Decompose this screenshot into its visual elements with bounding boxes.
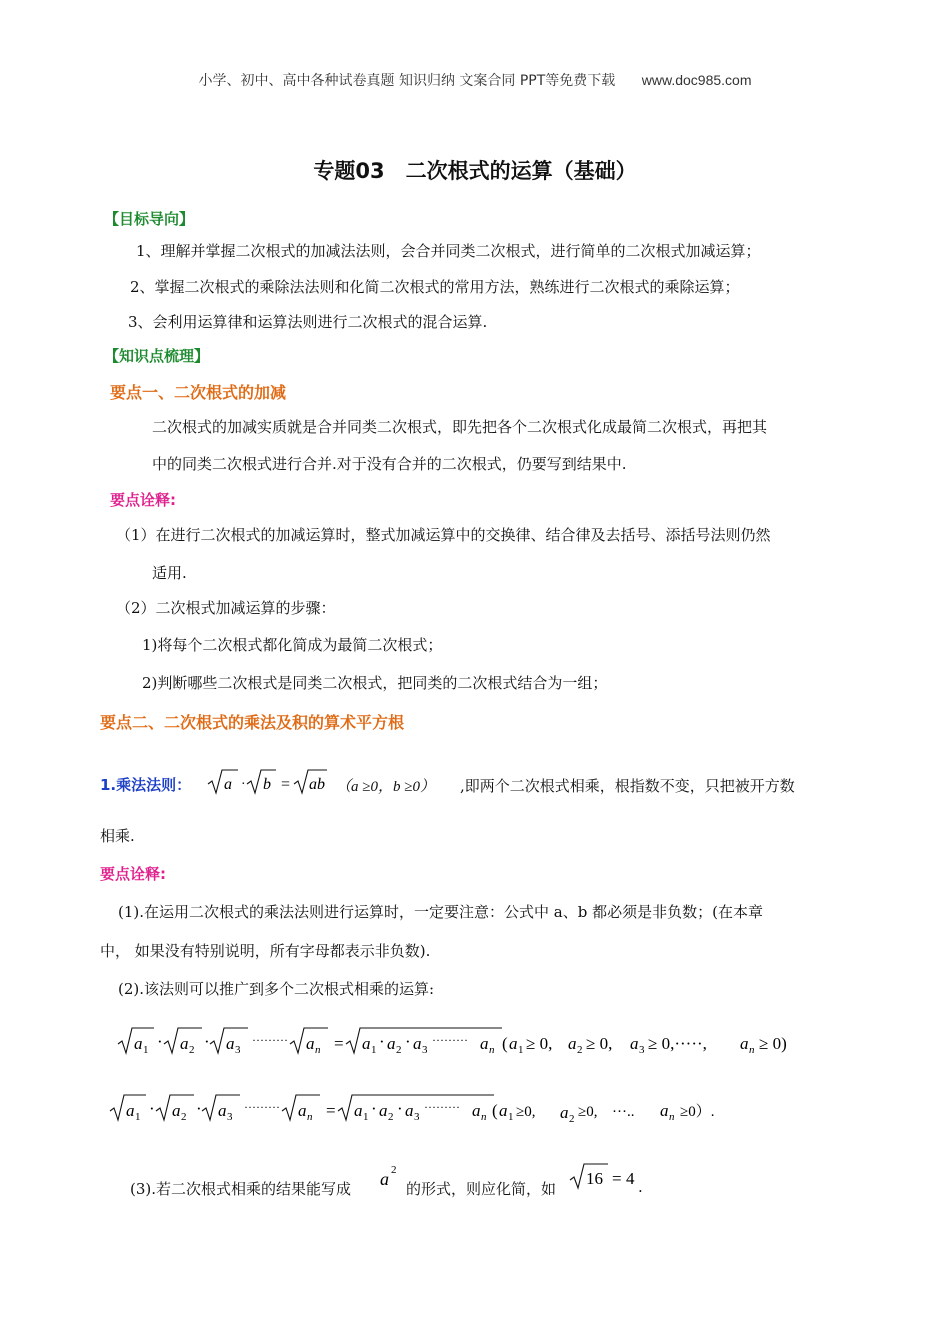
svg-text:1: 1 <box>363 1111 369 1123</box>
svg-text:·········: ········· <box>244 1100 280 1114</box>
rule-formula <box>206 762 328 802</box>
header-text: 小学、初中、高中各种试卷真题 知识归纳 文案合同 PPT等免费下载 <box>198 73 616 89</box>
a-squared <box>378 1161 406 1191</box>
svg-text:a: a <box>218 1101 227 1120</box>
point1-note2: （2）二次根式加减运算的步骤： <box>116 599 336 617</box>
svg-text:a: a <box>354 1101 363 1120</box>
point2-note1-line2: 中， 如果没有特别说明，所有字母都表示非负数). <box>100 942 431 960</box>
svg-text:···..: ···.. <box>612 1104 635 1120</box>
svg-text:3: 3 <box>422 1044 428 1056</box>
svg-text:n: n <box>669 1111 675 1123</box>
svg-text:a: a <box>480 1034 489 1053</box>
rule-text2: 相乘. <box>100 827 135 845</box>
svg-text:b: b <box>263 776 271 793</box>
svg-text:ab: ab <box>309 776 325 793</box>
svg-text:a: a <box>126 1101 135 1120</box>
svg-text:·: · <box>379 1032 385 1051</box>
svg-text:a: a <box>472 1101 481 1120</box>
svg-text:·: · <box>405 1032 411 1051</box>
svg-text:n: n <box>481 1111 487 1123</box>
point2-note3-mid: 的形式，则应化简，如 <box>406 1180 557 1198</box>
svg-text:=: = <box>281 776 291 793</box>
svg-text:1: 1 <box>508 1111 514 1123</box>
svg-text:a: a <box>499 1101 508 1120</box>
svg-text:a: a <box>740 1034 749 1053</box>
svg-text:n: n <box>489 1044 495 1056</box>
svg-text:·: · <box>157 1032 163 1051</box>
point2-note2: (2).该法则可以推广到多个二次根式相乘的运算: <box>118 980 435 998</box>
point2-note1-line1: (1).在运用二次根式的乘法法则进行运算时，一定要注意：公式中 a、b 都必须是非负数；(在本章 <box>118 903 763 921</box>
knowledge-heading: 【知识点梳理】 <box>104 347 210 365</box>
svg-text:≥ 0,·····,: ≥ 0,·····, <box>648 1034 707 1053</box>
svg-text:a: a <box>172 1101 181 1120</box>
svg-text:1: 1 <box>135 1111 141 1123</box>
point1-step1: 1)将每个二次根式都化简成为最简二次根式； <box>142 636 443 654</box>
svg-text:a: a <box>362 1034 371 1053</box>
goal-heading: 【目标导向】 <box>104 210 195 228</box>
svg-text:≥0,: ≥0, <box>578 1104 598 1120</box>
svg-text:·········: ········· <box>424 1100 460 1114</box>
svg-text:4: 4 <box>626 1169 635 1188</box>
point1-step2: 2)判断哪些二次根式是同类二次根式，把同类的二次根式结合为一组； <box>142 674 608 692</box>
svg-text:n: n <box>749 1044 755 1056</box>
svg-text:a: a <box>380 1169 389 1189</box>
header-site: www.doc985.com <box>641 72 752 88</box>
svg-text:3: 3 <box>414 1111 420 1123</box>
point1-note1-line1: （1）在进行二次根式的加减运算时，整式加减运算中的交换律、结合律及去括号、添括号法则仍然 <box>116 526 771 544</box>
svg-text:a: a <box>630 1034 639 1053</box>
svg-text:≥0,: ≥0, <box>516 1104 536 1120</box>
rule-text: ,即两个二次根式相乘，根指数不变，只把被开方数 <box>460 777 795 795</box>
svg-text:n: n <box>315 1044 321 1056</box>
svg-text:·: · <box>371 1099 377 1118</box>
svg-text:2: 2 <box>396 1044 402 1056</box>
svg-text:a: a <box>226 1034 235 1053</box>
svg-text:3: 3 <box>639 1044 645 1056</box>
svg-text:(: ( <box>502 1034 508 1053</box>
point1-note-heading: 要点诠释: <box>110 491 176 509</box>
point1-para-line1: 二次根式的加减实质就是合并同类二次根式，即先把各个二次根式化成最简二次根式，再把其 <box>152 418 768 436</box>
svg-text:a: a <box>387 1034 396 1053</box>
point2-note3-end: . <box>638 1178 643 1196</box>
svg-text:a: a <box>134 1034 143 1053</box>
svg-text:·: · <box>149 1099 155 1118</box>
svg-text:n: n <box>307 1111 313 1123</box>
rule-label: 1.乘法法则： <box>100 776 192 794</box>
rule-condition: （a ≥0，b ≥0） <box>336 779 435 795</box>
svg-text:1: 1 <box>518 1044 524 1056</box>
svg-text:a: a <box>298 1101 307 1120</box>
svg-text:a: a <box>224 776 232 793</box>
svg-text:3: 3 <box>235 1044 241 1056</box>
svg-text:2: 2 <box>388 1111 394 1123</box>
svg-text:a: a <box>306 1034 315 1053</box>
svg-text:a: a <box>413 1034 422 1053</box>
svg-text:2: 2 <box>569 1113 575 1125</box>
svg-text:a: a <box>180 1034 189 1053</box>
svg-text:≥ 0,: ≥ 0, <box>526 1034 553 1053</box>
svg-text:2: 2 <box>391 1164 397 1176</box>
page-title: 专题03 二次根式的运算（基础） <box>313 159 637 183</box>
svg-text:·: · <box>241 777 246 792</box>
goal-item-3: 3、会利用运算律和运算法则进行二次根式的混合运算. <box>128 313 488 331</box>
point2-note-heading: 要点诠释: <box>100 865 166 883</box>
svg-text:1: 1 <box>143 1044 149 1056</box>
svg-text:≥0）.: ≥0）. <box>680 1104 715 1120</box>
svg-text:·········: ········· <box>432 1033 468 1047</box>
svg-text:1: 1 <box>371 1044 377 1056</box>
svg-text:a: a <box>568 1034 577 1053</box>
goal-item-1: 1、理解并掌握二次根式的加减法法则，会合并同类二次根式，进行简单的二次根式加减运算； <box>136 242 761 260</box>
point2-note3-prefix: (3).若二次根式相乘的结果能写成 <box>130 1180 352 1198</box>
svg-text:2: 2 <box>181 1111 187 1123</box>
goal-item-2: 2、掌握二次根式的乘除法法则和化简二次根式的常用方法，熟练进行二次根式的乘除运算； <box>130 278 740 296</box>
svg-text:a: a <box>509 1034 518 1053</box>
example-formula <box>568 1160 640 1194</box>
svg-text:2: 2 <box>189 1044 195 1056</box>
point2-heading: 要点二、二次根式的乘法及积的算术平方根 <box>100 713 405 732</box>
svg-text:=: = <box>326 1101 336 1120</box>
svg-text:a: a <box>379 1101 388 1120</box>
svg-text:≥ 0,: ≥ 0, <box>586 1034 613 1053</box>
svg-text:(: ( <box>492 1101 498 1120</box>
general-formula-2 <box>108 1089 748 1129</box>
svg-text:·: · <box>204 1032 210 1051</box>
point1-note1-line2: 适用. <box>152 564 187 582</box>
point1-para-line2: 中的同类二次根式进行合并.对于没有合并的二次根式，仍要写到结果中. <box>152 455 627 473</box>
page-header <box>0 70 950 90</box>
svg-text:16: 16 <box>586 1169 603 1188</box>
svg-text:≥ 0): ≥ 0) <box>759 1034 787 1053</box>
svg-text:·: · <box>196 1099 202 1118</box>
svg-text:·: · <box>397 1099 403 1118</box>
svg-text:a: a <box>660 1101 669 1120</box>
svg-text:a: a <box>560 1103 569 1122</box>
svg-text:a: a <box>405 1101 414 1120</box>
svg-text:·········: ········· <box>252 1033 288 1047</box>
svg-text:3: 3 <box>227 1111 233 1123</box>
svg-text:=: = <box>334 1034 344 1053</box>
svg-text:=: = <box>612 1169 622 1188</box>
svg-text:2: 2 <box>577 1044 583 1056</box>
point1-heading: 要点一、二次根式的加减 <box>110 383 287 402</box>
general-formula-1 <box>116 1022 800 1062</box>
